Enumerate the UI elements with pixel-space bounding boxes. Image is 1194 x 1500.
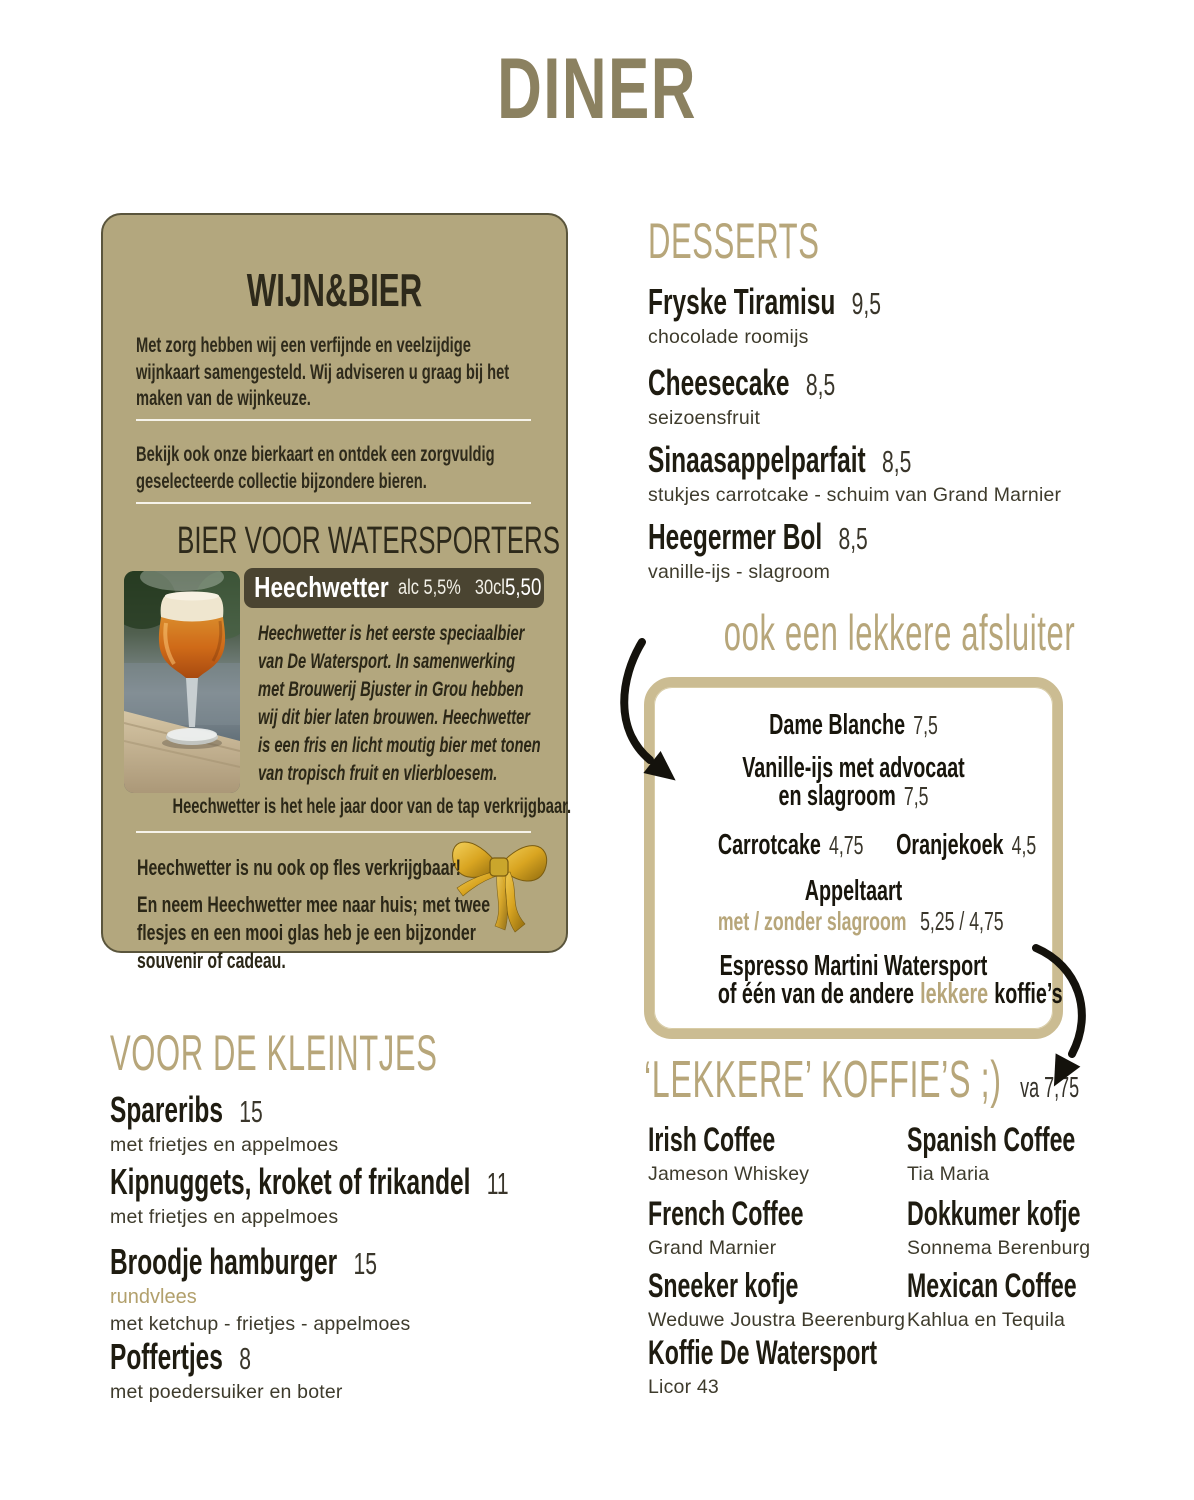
bottle-availability-note: Heechwetter is nu ook op fles verkrijgbaar! [137, 855, 461, 880]
menu-item [648, 363, 923, 431]
item-price: 15 [239, 1094, 263, 1129]
item-description: met frietjes en appelmoes [110, 1134, 339, 1157]
divider [136, 419, 531, 421]
afsluiter-heading: ook een lekkere afsluiter [723, 605, 1076, 661]
item-name: Heegermer Bol [648, 516, 823, 557]
item-name: Dame Blanche [769, 709, 906, 741]
item-name: Poffertjes [110, 1336, 223, 1377]
item-name: Sneeker kofje [648, 1267, 799, 1305]
item-name: Mexican Coffee [907, 1267, 1077, 1305]
item-name: Kipnuggets, kroket of frikandel [110, 1161, 471, 1202]
koffies-price-note: va 7,75 [1020, 1072, 1080, 1104]
menu-line [718, 710, 989, 742]
menu-line [718, 876, 989, 908]
kleintjes-section [110, 1025, 630, 1404]
menu-line [717, 978, 1063, 1011]
item-name: Oranjekoek [896, 829, 1004, 861]
item-name: Koffie De Watersport [648, 1334, 878, 1372]
item-price: 7,5 [913, 710, 938, 740]
item-price: 5,25 / 4,75 [920, 906, 1004, 936]
item-price: 4,75 [829, 830, 864, 860]
menu-item [907, 1195, 1162, 1260]
menu-item [648, 282, 991, 350]
koffies-heading-text: ‘LEKKERE’ KOFFIE’S ;) [644, 1051, 1002, 1109]
page-title: DINER [497, 41, 697, 137]
beer-name-bar [244, 568, 544, 608]
divider [136, 502, 531, 504]
item-name: French Coffee [648, 1195, 804, 1233]
item-name: Vanille-ijs met advocaat [742, 752, 965, 784]
item-name: Irish Coffee [648, 1121, 776, 1159]
item-description: seizoensfruit [648, 407, 761, 430]
item-price: 8,5 [805, 367, 836, 402]
menu-item [110, 1242, 503, 1337]
item-description: chocolade roomijs [648, 326, 809, 349]
item-description: vanille-ijs - slagroom [648, 561, 831, 584]
menu-line [717, 829, 1037, 862]
beer-intro-paragraph: Bekijk ook onze bierkaart en ontdek een zorgvuldig geselecteerde collectie bijzondere bieren. [136, 443, 495, 493]
item-description: Sonnema Berenburg [907, 1237, 1091, 1260]
item-price: 9,5 [851, 286, 881, 321]
item-name: Fryske Tiramisu [648, 281, 836, 322]
item-name: Spareribs [110, 1089, 223, 1130]
item-description: Kahlua en Tequila [907, 1309, 1066, 1332]
item-description: Licor 43 [648, 1376, 719, 1399]
souvenir-note: En neem Heechwetter mee naar huis; met twee flesjes en een mooi glas heb je een bijzonder souvenir of cadeau. [137, 892, 491, 974]
item-price: 8 [239, 1341, 251, 1376]
beer-price: 5,50 [504, 574, 542, 601]
beer-alcohol: alc 5,5% [398, 576, 461, 599]
desserts-section [648, 213, 1168, 584]
menu-item [648, 1267, 905, 1332]
beer-volume: 30cl [474, 576, 505, 599]
menu-item [110, 1162, 696, 1230]
item-description: met poedersuiker en boter [110, 1381, 343, 1404]
item-description: Weduwe Joustra Beerenburg [648, 1309, 906, 1332]
bier-voor-watersporters-heading: BIER VOOR WATERSPORTERS [177, 520, 560, 562]
menu-item [648, 440, 1061, 508]
item-name: of één van de andere [717, 978, 915, 1010]
menu-item [110, 1337, 343, 1405]
item-name: koffie’s [994, 978, 1063, 1010]
beer-glass-illustration [124, 571, 240, 793]
item-price: 7,5 [903, 781, 929, 811]
item-note: rundvlees [110, 1286, 197, 1309]
item-description: met frietjes en appelmoes [110, 1206, 339, 1229]
item-price: 8,5 [882, 444, 912, 479]
item-description: stukjes carrotcake - schuim van Grand Marnier [648, 484, 1062, 507]
item-price: 4,5 [1011, 830, 1037, 860]
item-name: Spanish Coffee [907, 1121, 1076, 1159]
menu-line [717, 906, 1004, 936]
wijn-bier-panel [101, 213, 572, 974]
menu-line [718, 781, 989, 813]
item-variant: met / zonder slagroom [717, 906, 907, 936]
item-price: 8,5 [838, 521, 868, 556]
curved-arrow-right-icon [1028, 942, 1106, 1102]
menu-item [907, 1267, 1156, 1332]
afsluiter-panel [644, 677, 1063, 1039]
item-description: Tia Maria [907, 1163, 990, 1186]
wine-intro-paragraph: Met zorg hebben wij een verfijnde en veelzijdige wijnkaart samengesteld. Wij adviseren u graag bij het maken van de wijnkeuze. [136, 334, 510, 411]
beer-name: Heechwetter [254, 571, 389, 604]
tap-availability-note: Heechwetter is het hele jaar door van de tap verkrijgbaar. [172, 795, 572, 818]
item-price: 11 [486, 1166, 509, 1201]
item-name: en slagroom [778, 780, 896, 812]
wijn-bier-title: WIJN&BIER [246, 264, 423, 316]
item-name: Espresso Martini Watersport [719, 950, 988, 982]
beer-glass-photo [124, 571, 240, 793]
item-price: 15 [353, 1246, 377, 1281]
item-name: Appeltaart [804, 875, 903, 907]
item-name: Sinaasappelparfait [648, 439, 866, 480]
menu-item [648, 1334, 985, 1399]
item-description: Grand Marnier [648, 1237, 777, 1260]
curved-arrow-down-icon [612, 638, 697, 788]
item-name: Cheesecake [648, 362, 790, 403]
item-name: Carrotcake [717, 829, 821, 861]
item-name: Dokkumer kofje [907, 1195, 1081, 1233]
menu-item [648, 517, 971, 585]
item-description: met ketchup - frietjes - appelmoes [110, 1313, 411, 1336]
item-highlight: lekkere [920, 978, 989, 1010]
item-name: Broodje hamburger [110, 1241, 338, 1282]
desserts-heading: DESSERTS [648, 213, 820, 269]
menu-item [907, 1121, 1154, 1186]
beer-description: Heechwetter is het eerste speciaalbier van De Watersport. In samenwerking met Brouwerij Bjuster in Grou hebben wij dit bier laten brouwen. Heechwetter is een fris en licht moutig bier met tonen van tropisch fruit en vlierbloesem. [258, 622, 541, 785]
kleintjes-heading: VOOR DE KLEINTJES [110, 1025, 438, 1081]
menu-item [110, 1090, 338, 1158]
item-description: Jameson Whiskey [648, 1163, 810, 1186]
koffies-heading [644, 1051, 1080, 1109]
